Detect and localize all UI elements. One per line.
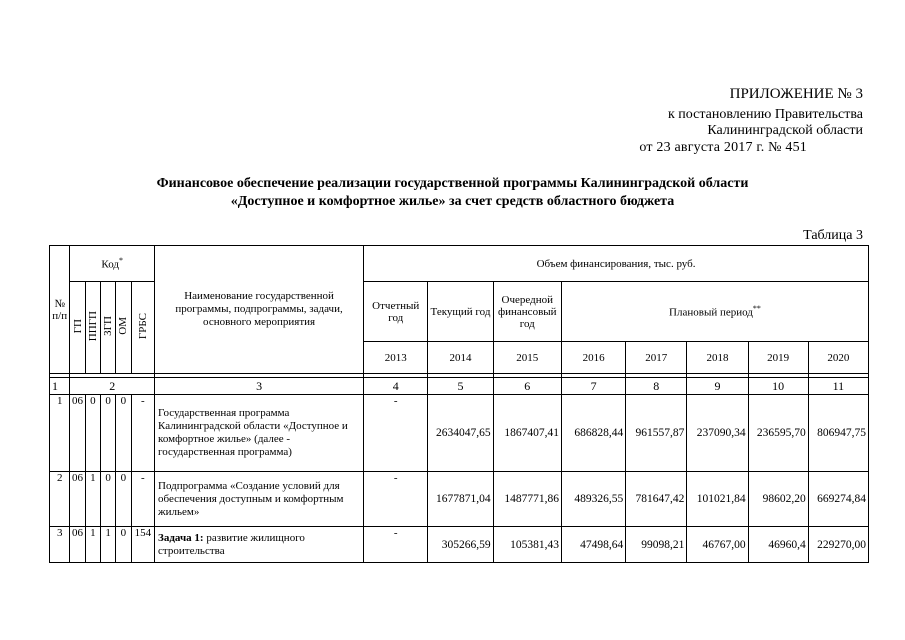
row-name	[155, 472, 364, 527]
column-number-row	[50, 378, 869, 395]
row-code-grbs: -	[131, 395, 154, 472]
row-name-text: развитие жилищного строительства	[158, 531, 305, 557]
code-col-label: ГП	[71, 318, 84, 334]
code-header	[70, 246, 155, 282]
col-num-header: № п/п	[50, 246, 70, 374]
header-row-1	[50, 246, 869, 282]
row-value-2015: 105381,43	[493, 527, 561, 563]
code-col-grbs	[131, 282, 154, 374]
year-2015: 2015	[493, 342, 561, 374]
code-label: Код	[101, 258, 119, 271]
appendix-line-3: от 23 августа 2017 г. № 451	[639, 140, 807, 155]
row-name-text: Подпрограмма «Создание условий для обеспечения доступным и комфортным жильем»	[158, 479, 344, 518]
row-code-gp: 06	[70, 395, 85, 472]
row-name-text: Государственная программа Калининградской области «Доступное и комфортное жилье» (далее - государственная программа)	[158, 407, 348, 458]
row-value-2014: 305266,59	[428, 527, 493, 563]
code-col-label: ЗГП	[102, 316, 115, 336]
row-code-grbs: 154	[131, 527, 154, 563]
volume-header: Объем финансирования, тыс. руб.	[364, 246, 869, 282]
row-code-ppgp: 0	[85, 395, 100, 472]
year-2018: 2018	[687, 342, 748, 374]
row-value-2018: 46767,00	[687, 527, 748, 563]
code-col-om	[116, 282, 131, 374]
row-code-zgp: 0	[100, 395, 115, 472]
row-code-ppgp: 1	[85, 472, 100, 527]
row-number: 1	[50, 395, 70, 472]
row-value-2016: 47498,64	[561, 527, 625, 563]
row-value-2020: 669274,84	[808, 472, 868, 527]
name-header: Наименование государственной программы, подпрограммы, задачи, основного мероприятия	[155, 246, 364, 374]
row-value-2017: 781647,42	[626, 472, 687, 527]
code-col-label: ППГП	[86, 310, 99, 342]
planned-period-header	[561, 282, 868, 342]
col-number: 7	[561, 378, 625, 395]
col-number: 5	[428, 378, 493, 395]
row-value-2018: 237090,34	[687, 395, 748, 472]
year-2017: 2017	[626, 342, 687, 374]
row-code-zgp: 0	[100, 472, 115, 527]
row-name	[155, 527, 364, 563]
row-code-grbs: -	[131, 472, 154, 527]
reporting-year-header: Отчетный год	[364, 282, 428, 342]
row-value-2014: 2634047,65	[428, 395, 493, 472]
row-code-om: 0	[116, 472, 131, 527]
row-value-2013: -	[364, 472, 428, 527]
row-value-2017: 961557,87	[626, 395, 687, 472]
row-value-2014: 1677871,04	[428, 472, 493, 527]
document-title-line-2: «Доступное и комфортное жилье» за счет средств областного бюджета	[230, 194, 675, 209]
appendix-line-2: Калининградской области	[707, 123, 863, 138]
row-value-2020: 229270,00	[808, 527, 868, 563]
year-2020: 2020	[808, 342, 868, 374]
row-value-2017: 99098,21	[626, 527, 687, 563]
row-value-2013: -	[364, 527, 428, 563]
row-value-2013: -	[364, 395, 428, 472]
row-code-om: 0	[116, 527, 131, 563]
appendix-line-1: к постановлению Правительства	[667, 107, 863, 122]
row-number: 3	[50, 527, 70, 563]
row-value-2019: 236595,70	[748, 395, 808, 472]
year-2013: 2013	[364, 342, 428, 374]
row-value-2019: 98602,20	[748, 472, 808, 527]
col-number: 3	[155, 378, 364, 395]
row-value-2016: 489326,55	[561, 472, 625, 527]
table-row	[50, 395, 869, 472]
row-code-ppgp: 1	[85, 527, 100, 563]
year-2014: 2014	[428, 342, 493, 374]
col-number: 4	[364, 378, 428, 395]
table-row	[50, 527, 869, 563]
table-row	[50, 472, 869, 527]
row-code-gp: 06	[70, 472, 85, 527]
year-2016: 2016	[561, 342, 625, 374]
code-col-label: ОМ	[117, 317, 130, 335]
row-number: 2	[50, 472, 70, 527]
row-name-prefix: Задача 1:	[158, 531, 204, 544]
code-col-label: ГРБС	[136, 312, 149, 340]
year-2019: 2019	[748, 342, 808, 374]
col-number: 9	[687, 378, 748, 395]
col-number: 11	[808, 378, 868, 395]
col-number: 2	[70, 378, 155, 395]
row-value-2020: 806947,75	[808, 395, 868, 472]
col-number: 1	[50, 378, 70, 395]
code-footnote-mark: *	[119, 256, 123, 266]
col-number: 8	[626, 378, 687, 395]
code-col-ppgp	[85, 282, 100, 374]
code-col-zgp	[100, 282, 115, 374]
next-year-header: Очередной финансовый год	[493, 282, 561, 342]
table-label: Таблица 3	[803, 228, 863, 243]
row-code-om: 0	[116, 395, 131, 472]
document-title-line-1: Финансовое обеспечение реализации государственной программы Калининградской области	[156, 176, 749, 191]
row-value-2018: 101021,84	[687, 472, 748, 527]
planned-period-label: Плановый период	[669, 306, 753, 319]
col-number: 10	[748, 378, 808, 395]
row-code-gp: 06	[70, 527, 85, 563]
code-col-gp	[70, 282, 85, 374]
row-value-2015: 1487771,86	[493, 472, 561, 527]
row-name	[155, 395, 364, 472]
row-value-2016: 686828,44	[561, 395, 625, 472]
appendix-title: ПРИЛОЖЕНИЕ № 3	[729, 86, 863, 102]
row-value-2015: 1867407,41	[493, 395, 561, 472]
row-value-2019: 46960,4	[748, 527, 808, 563]
planned-footnote-mark: **	[752, 304, 761, 314]
col-number: 6	[493, 378, 561, 395]
current-year-header: Текущий год	[428, 282, 493, 342]
row-code-zgp: 1	[100, 527, 115, 563]
financing-table	[49, 245, 869, 563]
